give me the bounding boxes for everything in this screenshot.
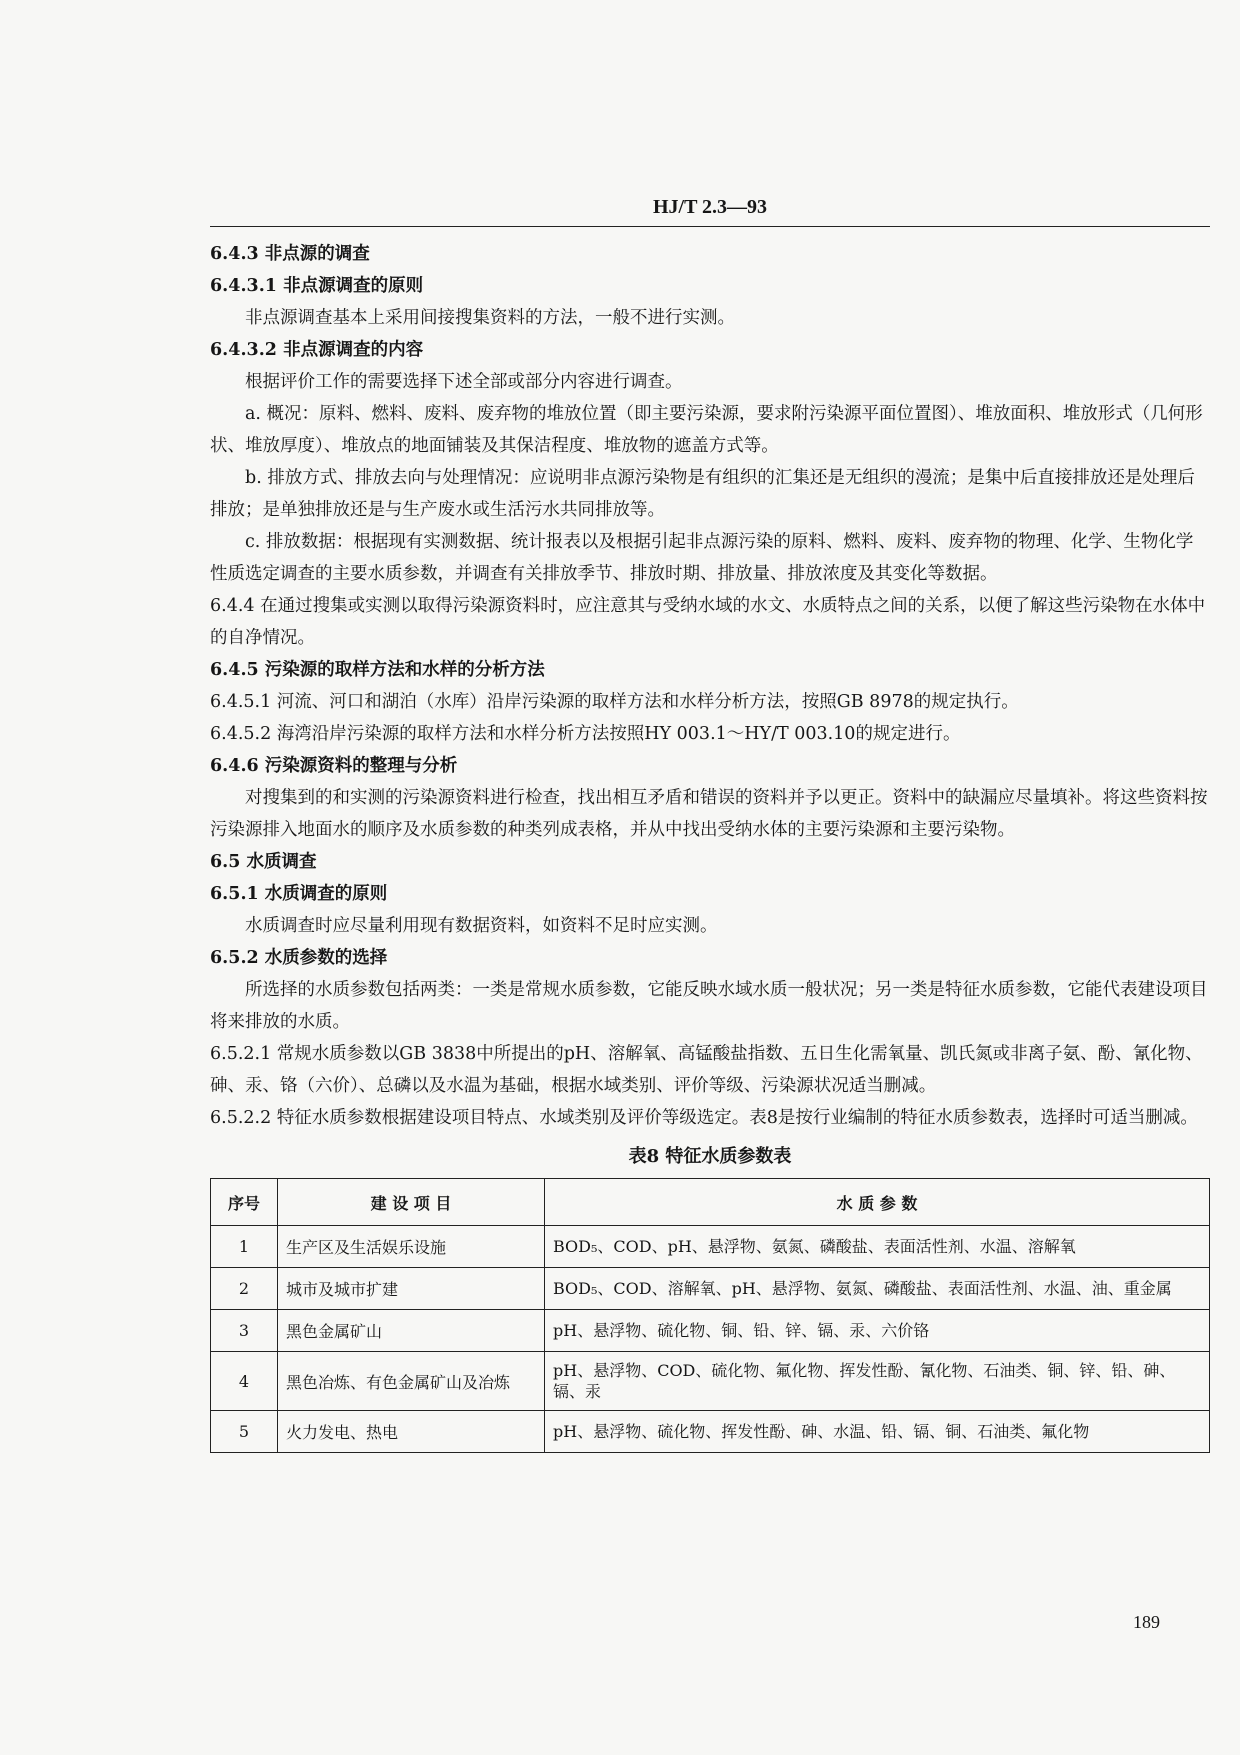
row-no: 3	[211, 1310, 278, 1352]
clause-6-5-2-2: 6.5.2.2 特征水质参数根据建设项目特点、水域类别及评价等级选定。表8是按行业编制的特征水质参数表，选择时可适当删减。	[210, 1108, 1198, 1128]
row-params: BOD₅、COD、pH、悬浮物、氨氮、磷酸盐、表面活性剂、水温、溶解氧	[545, 1226, 1210, 1268]
heading-6-4-3: 6.4.3 非点源的调查	[210, 244, 370, 264]
paragraph: 根据评价工作的需要选择下述全部或部分内容进行调查。	[245, 372, 683, 392]
row-project: 城市及城市扩建	[278, 1268, 545, 1310]
table-header-row	[211, 1179, 1210, 1226]
paragraph: 非点源调查基本上采用间接搜集资料的方法，一般不进行实测。	[245, 308, 735, 328]
paragraph: 水质调查时应尽量利用现有数据资料，如资料不足时应实测。	[245, 916, 718, 936]
paragraph-item-a: a. 概况：原料、燃料、废料、废弃物的堆放位置（即主要污染源，要求附污染源平面位置图）、堆放面积、堆放形式（几何形状、堆放厚度）、堆放点的地面铺装及其保洁程度、堆放物的遮盖方式等。	[210, 404, 1203, 456]
header-rule	[210, 226, 1210, 227]
clause-6-4-5-2: 6.4.5.2 海湾沿岸污染源的取样方法和水样分析方法按照HY 003.1～HY/T 003.10的规定进行。	[210, 724, 961, 744]
paragraph: 所选择的水质参数包括两类：一类是常规水质参数，它能反映水域水质一般状况；另一类是特征水质参数，它能代表建设项目将来排放的水质。	[210, 980, 1208, 1032]
table-row	[211, 1226, 1210, 1268]
heading-6-4-6: 6.4.6 污染源资料的整理与分析	[210, 756, 458, 776]
paragraph-item-b: b. 排放方式、排放去向与处理情况：应说明非点源污染物是有组织的汇集还是无组织的漫流；是集中后直接排放还是处理后排放；是单独排放还是与生产废水或生活污水共同排放等。	[210, 468, 1195, 520]
row-no: 2	[211, 1268, 278, 1310]
heading-6-5-1: 6.5.1 水质调查的原则	[210, 884, 388, 904]
row-params: pH、悬浮物、硫化物、挥发性酚、砷、水温、铅、镉、铜、石油类、氟化物	[545, 1411, 1210, 1453]
row-params: pH、悬浮物、硫化物、铜、铅、锌、镉、汞、六价铬	[545, 1310, 1210, 1352]
heading-6-4-3-2: 6.4.3.2 非点源调查的内容	[210, 340, 424, 360]
table-caption: 表8 特征水质参数表	[628, 1146, 792, 1167]
column-header-params: 水 质 参 数	[545, 1179, 1210, 1226]
row-project: 火力发电、热电	[278, 1411, 545, 1453]
page-body	[210, 238, 1210, 1453]
column-header-project: 建 设 项 目	[278, 1179, 545, 1226]
row-no: 5	[211, 1411, 278, 1453]
page-number: 189	[1133, 1612, 1160, 1632]
table-row	[211, 1352, 1210, 1411]
water-quality-parameter-table	[210, 1178, 1210, 1453]
heading-6-4-3-1: 6.4.3.1 非点源调查的原则	[210, 276, 424, 296]
clause-6-5-2-1: 6.5.2.1 常规水质参数以GB 3838中所提出的pH、溶解氧、高锰酸盐指数、五日生化需氧量、凯氏氮或非离子氨、酚、氰化物、砷、汞、铬（六价）、总磷以及水温为基础，根据水域类别、评价等级、污染源状况适当删减。	[210, 1044, 1203, 1096]
page-header: HJ/T 2.3—93	[652, 196, 768, 218]
row-project: 黑色金属矿山	[278, 1310, 545, 1352]
table-row	[211, 1268, 1210, 1310]
paragraph: 对搜集到的和实测的污染源资料进行检查，找出相互矛盾和错误的资料并予以更正。资料中的缺漏应尽量填补。将这些资料按污染源排入地面水的顺序及水质参数的种类列成表格，并从中找出受纳水体的主要污染源和主要污染物。	[210, 788, 1208, 840]
clause-6-4-5-1: 6.4.5.1 河流、河口和湖泊（水库）沿岸污染源的取样方法和水样分析方法，按照GB 8978的规定执行。	[210, 692, 1019, 712]
row-project: 生产区及生活娱乐设施	[278, 1226, 545, 1268]
row-no: 1	[211, 1226, 278, 1268]
column-header-no: 序号	[211, 1179, 278, 1226]
table-row	[211, 1310, 1210, 1352]
row-params: pH、悬浮物、COD、硫化物、氟化物、挥发性酚、氰化物、石油类、铜、锌、铅、砷、镉、汞	[545, 1352, 1210, 1411]
clause-6-4-4: 6.4.4 在通过搜集或实测以取得污染源资料时，应注意其与受纳水域的水文、水质特点之间的关系，以便了解这些污染物在水体中的自净情况。	[210, 596, 1206, 648]
row-params: BOD₅、COD、溶解氧、pH、悬浮物、氨氮、磷酸盐、表面活性剂、水温、油、重金属	[545, 1268, 1210, 1310]
paragraph-item-c: c. 排放数据：根据现有实测数据、统计报表以及根据引起非点源污染的原料、燃料、废料、废弃物的物理、化学、生物化学性质选定调查的主要水质参数，并调查有关排放季节、排放时期、排放量、排放浓度及其变化等数据。	[210, 532, 1194, 584]
row-project: 黑色冶炼、有色金属矿山及冶炼	[278, 1352, 545, 1411]
heading-6-5-2: 6.5.2 水质参数的选择	[210, 948, 388, 968]
heading-6-5: 6.5 水质调查	[210, 852, 317, 872]
table-row	[211, 1411, 1210, 1453]
row-no: 4	[211, 1352, 278, 1411]
heading-6-4-5: 6.4.5 污染源的取样方法和水样的分析方法	[210, 660, 545, 680]
